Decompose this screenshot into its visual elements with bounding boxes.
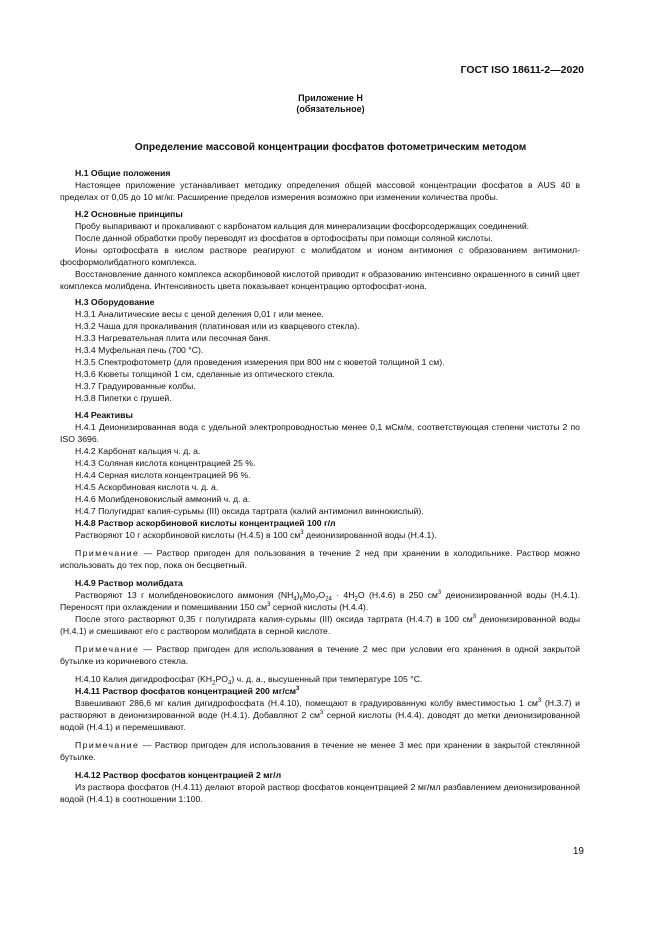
list-item: Н.4.5 Аскорбиновая кислота ч. д. а.: [75, 481, 219, 492]
section-heading: Н.2 Основные принципы: [75, 208, 183, 219]
note: Примечание — Раствор пригоден для пользования в течение 2 нед при хранении в холодильнике. Раствор можно использовать до тех пор, пока он бесцветный.: [60, 547, 580, 570]
paragraph: Из раствора фосфатов (Н.4.11) делают второй раствор фосфатов концентрацией 2 мг/мл разбавлением деионизированной водой (Н.4.1) в соотношении 1:100.: [60, 781, 580, 804]
list-item: Н.4.4 Серная кислота концентрацией 96 %.: [75, 469, 251, 480]
note-label: Примечание: [75, 739, 140, 750]
list-item: Н.4.1 Деионизированная вода с удельной электропроводностью менее 0,1 мСм/м, соответствующая степени чистоты 2 по ISO 3696.: [60, 421, 580, 444]
standard-header: ГОСТ ISO 18611-2—2020: [460, 64, 584, 76]
list-item: Н.3.8 Пипетки с грушей.: [75, 393, 172, 403]
list-item: Н.3.4 Муфельная печь (700 °С).: [75, 345, 204, 355]
list-item: Н.4.7 Полугидрат калия-сурьмы (III) оксида тартрата (калий антимонил виннокислый).: [75, 505, 424, 516]
paragraph: После этого растворяют 0,35 г полугидрата калия-сурьмы (III) оксида тартрата (Н.4.7) в 100 $см^3$ деионизированной воды (Н.4.1) и смешивают его с раствором молибдата в серной кислоте.: [60, 613, 580, 636]
list-item: Н.3.3 Нагревательная плита или песочная баня.: [75, 333, 271, 343]
annex-subtitle: (обязательное): [296, 104, 365, 114]
section-heading: Н.3 Оборудование: [75, 297, 155, 307]
paragraph: Ионы ортофосфата в кислом растворе реагируют с молибдатом и ионом антимония с образованием антимонил-фосформолибдатного комплекса.: [60, 244, 580, 267]
subsection-heading: Н.4.12 Раствор фосфатов концентрацией 2 мг/л: [75, 769, 282, 780]
annex-title: Приложение Н: [298, 93, 363, 103]
subsection-heading: Н.4.8 Раствор аскорбиновой кислоты концентрацией 100 г/л: [75, 517, 336, 528]
list-item: Н.3.2 Чаша для прокаливания (платиновая или из кварцевого стекла).: [75, 321, 360, 331]
list-item: Н.4.3 Соляная кислота концентрацией 25 %.: [75, 457, 256, 468]
list-item: Н.4.10 Калия дигидрофосфат $(KH_2PO_4)$ ч. д. а., высушенный при температуре 105 °С.: [75, 673, 423, 687]
list-item: Н.4.6 Молибденовокислый аммоний ч. д. а.: [75, 493, 251, 504]
section-heading: Н.1 Общие положения: [75, 168, 171, 178]
list-item: Н.3.6 Кюветы толщиной 1 см, сделанные из оптического стекла.: [75, 369, 335, 379]
subsection-heading: Н.4.11 Раствор фосфатов концентрацией 200 $мг/см^3$: [75, 685, 300, 696]
subsection-heading: Н.4.9 Раствор молибдата: [75, 577, 183, 588]
note: Примечание — Раствор пригоден для использования в течение 2 мес при условии его хранения в одной закрытой бутылке из коричневого стекла.: [60, 643, 580, 666]
note: Примечание — Раствор пригоден для использования в течение не менее 3 мес при хранении в закрытой стеклянной бутылке.: [60, 739, 580, 762]
document-body: [60, 167, 580, 805]
paragraph: Настоящее приложение устанавливает методику определения общей массовой концентрации фосфатов в AUS 40 в пределах от 0,05 до 10 мг/кг. Расширение пределов измерения возможно при изменении количества пробы.: [60, 180, 580, 202]
main-title: Определение массовой концентрации фосфатов фотометрическим методом: [134, 142, 527, 153]
paragraph: Растворяют 13 г молибденовокислого аммония $(NH_4)_6Mo_7O_{24} \cdot 4H_2O$ (Н.4.6) в 250 $см^3$ деионизированной воды (Н.4.1). Переносят при охлаждении и помешивании 150 $см^3$ серной кислоты (Н.4.4).: [60, 589, 581, 612]
paragraph: Восстановление данного комплекса аскорбиновой кислотой приводит к образованию интенсивно окрашенного в синий цвет комплекса молибдена. Интенсивность цвета показывает концентрацию ортофосфат-иона.: [60, 268, 580, 291]
page-number: 19: [572, 846, 584, 857]
note-label: Примечание: [75, 643, 140, 654]
paragraph: Пробу выпаривают и прокаливают с карбонатом кальция для минерализации фосфорсодержащих соединений.: [75, 220, 530, 231]
section-heading: Н.4 Реактивы: [75, 409, 133, 420]
paragraph: После данной обработки пробу переводят из фосфатов в ортофосфаты при помощи соляной кислоты.: [75, 232, 493, 243]
list-item: Н.3.1 Аналитические весы с ценой деления 0,01 г или менее.: [75, 309, 324, 319]
paragraph: Растворяют 10 г аскорбиновой кислоты (Н.4.5) в 100 $см^3$ деионизированной воды (Н.4.1).: [75, 529, 437, 540]
list-item: Н.3.7 Градуированные колбы.: [75, 381, 196, 391]
list-item: Н.3.5 Спектрофотометр (для проведения измерения при 800 нм с кюветой толщиной 1 см).: [75, 357, 445, 367]
list-item: Н.4.2 Карбонат кальция ч. д. а.: [75, 445, 201, 456]
paragraph: Взвешивают 286,6 мг калия дигидрофосфата (Н.4.10), помещают в градуированную колбу вместимостью 1 $см^3$ (Н.3.7) и растворяют в деионизированной воде (Н.4.1). Добавляют 2 $см^3$ серной кислоты (Н.4.4), доводят до метки деионизированной водой (Н.4.1) и перемешивают.: [60, 697, 581, 732]
note-label: Примечание: [75, 547, 140, 558]
